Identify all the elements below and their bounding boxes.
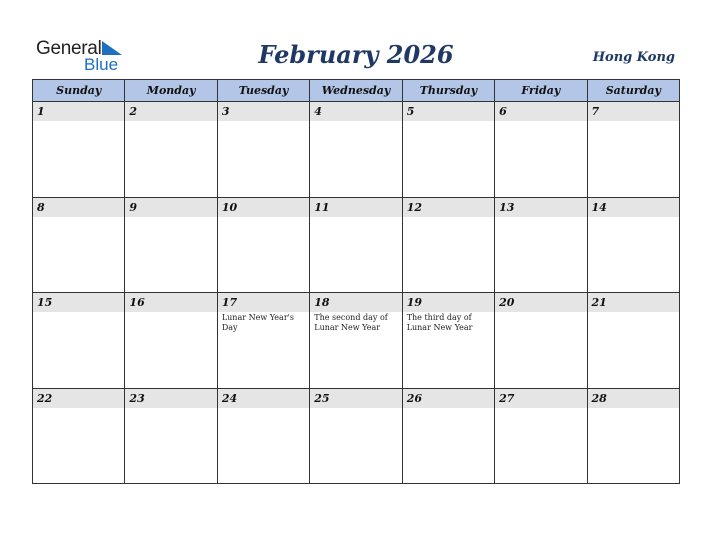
holiday-label	[310, 217, 401, 218]
day-number: 9	[125, 198, 216, 217]
day-cell	[217, 197, 309, 293]
day-number: 6	[495, 102, 586, 121]
holiday-label	[588, 312, 679, 313]
day-number: 23	[125, 389, 216, 408]
weekday-header: Sunday	[33, 80, 125, 102]
day-cell	[402, 197, 494, 293]
day-number: 12	[403, 198, 494, 217]
day-cell	[125, 293, 217, 389]
holiday-label	[310, 408, 401, 409]
day-number: 4	[310, 102, 401, 121]
day-number: 3	[218, 102, 309, 121]
day-cell	[587, 293, 679, 389]
day-cell	[495, 293, 587, 389]
weekday-header: Saturday	[587, 80, 679, 102]
day-number: 20	[495, 293, 586, 312]
day-number: 17	[218, 293, 309, 312]
day-number: 2	[125, 102, 216, 121]
day-number: 24	[218, 389, 309, 408]
day-number: 8	[33, 198, 124, 217]
weekday-header: Tuesday	[217, 80, 309, 102]
holiday-label	[125, 217, 216, 218]
holiday-label	[588, 121, 679, 122]
day-number: 16	[125, 293, 216, 312]
day-cell	[125, 388, 217, 484]
holiday-label	[218, 121, 309, 122]
day-number: 7	[588, 102, 679, 121]
holiday-label	[403, 408, 494, 409]
holiday-label	[588, 217, 679, 218]
holiday-label	[218, 408, 309, 409]
holiday-label: The second day of Lunar New Year	[314, 313, 388, 332]
week-row	[33, 293, 680, 389]
day-number: 18	[310, 293, 401, 312]
holiday-label	[495, 408, 586, 409]
weekday-header: Wednesday	[310, 80, 402, 102]
holiday-label	[125, 121, 216, 122]
day-cell	[33, 388, 125, 484]
day-number: 25	[310, 389, 401, 408]
calendar-grid	[32, 79, 680, 484]
week-row	[33, 197, 680, 293]
holiday-label	[33, 312, 124, 313]
holiday-label	[495, 217, 586, 218]
day-cell	[402, 293, 494, 389]
day-number: 10	[218, 198, 309, 217]
day-cell	[402, 388, 494, 484]
day-number: 5	[403, 102, 494, 121]
region-label: Hong Kong	[592, 50, 675, 65]
holiday-label	[125, 408, 216, 409]
holiday-label	[33, 408, 124, 409]
holiday-label: Lunar New Year's Day	[221, 313, 294, 332]
week-row	[33, 388, 680, 484]
logo-text-general: General	[36, 38, 102, 59]
day-cell	[402, 102, 494, 198]
holiday-label	[403, 121, 494, 122]
day-number: 14	[588, 198, 679, 217]
holiday-label: The third day of Lunar New Year	[406, 313, 473, 332]
day-cell	[310, 197, 402, 293]
day-number: 11	[310, 198, 401, 217]
day-cell	[587, 388, 679, 484]
day-cell	[587, 197, 679, 293]
holiday-label	[403, 217, 494, 218]
calendar-title: February 2026	[258, 40, 454, 69]
day-cell	[33, 197, 125, 293]
week-row	[33, 102, 680, 198]
weekday-header: Thursday	[402, 80, 494, 102]
holiday-label	[495, 121, 586, 122]
logo-text-blue: Blue	[84, 55, 119, 74]
holiday-label	[310, 121, 401, 122]
day-number: 28	[588, 389, 679, 408]
day-number: 15	[33, 293, 124, 312]
day-number: 13	[495, 198, 586, 217]
holiday-label	[588, 408, 679, 409]
weekday-header: Friday	[495, 80, 587, 102]
day-cell	[310, 293, 402, 389]
day-cell	[310, 388, 402, 484]
holiday-label	[33, 121, 124, 122]
day-cell	[495, 102, 587, 198]
day-cell	[33, 293, 125, 389]
day-cell	[217, 388, 309, 484]
day-cell	[310, 102, 402, 198]
day-cell	[217, 293, 309, 389]
calendar-body	[33, 102, 680, 484]
day-cell	[587, 102, 679, 198]
day-number: 21	[588, 293, 679, 312]
day-cell	[125, 102, 217, 198]
holiday-label	[33, 217, 124, 218]
day-cell	[125, 197, 217, 293]
day-number: 26	[403, 389, 494, 408]
day-number: 19	[403, 293, 494, 312]
day-number: 22	[33, 389, 124, 408]
day-cell	[33, 102, 125, 198]
holiday-label	[495, 312, 586, 313]
day-cell	[495, 388, 587, 484]
day-number: 27	[495, 389, 586, 408]
holiday-label	[125, 312, 216, 313]
holiday-label	[218, 217, 309, 218]
day-number: 1	[33, 102, 124, 121]
day-cell	[495, 197, 587, 293]
weekday-header-row	[33, 80, 680, 102]
weekday-header: Monday	[125, 80, 217, 102]
day-cell	[217, 102, 309, 198]
